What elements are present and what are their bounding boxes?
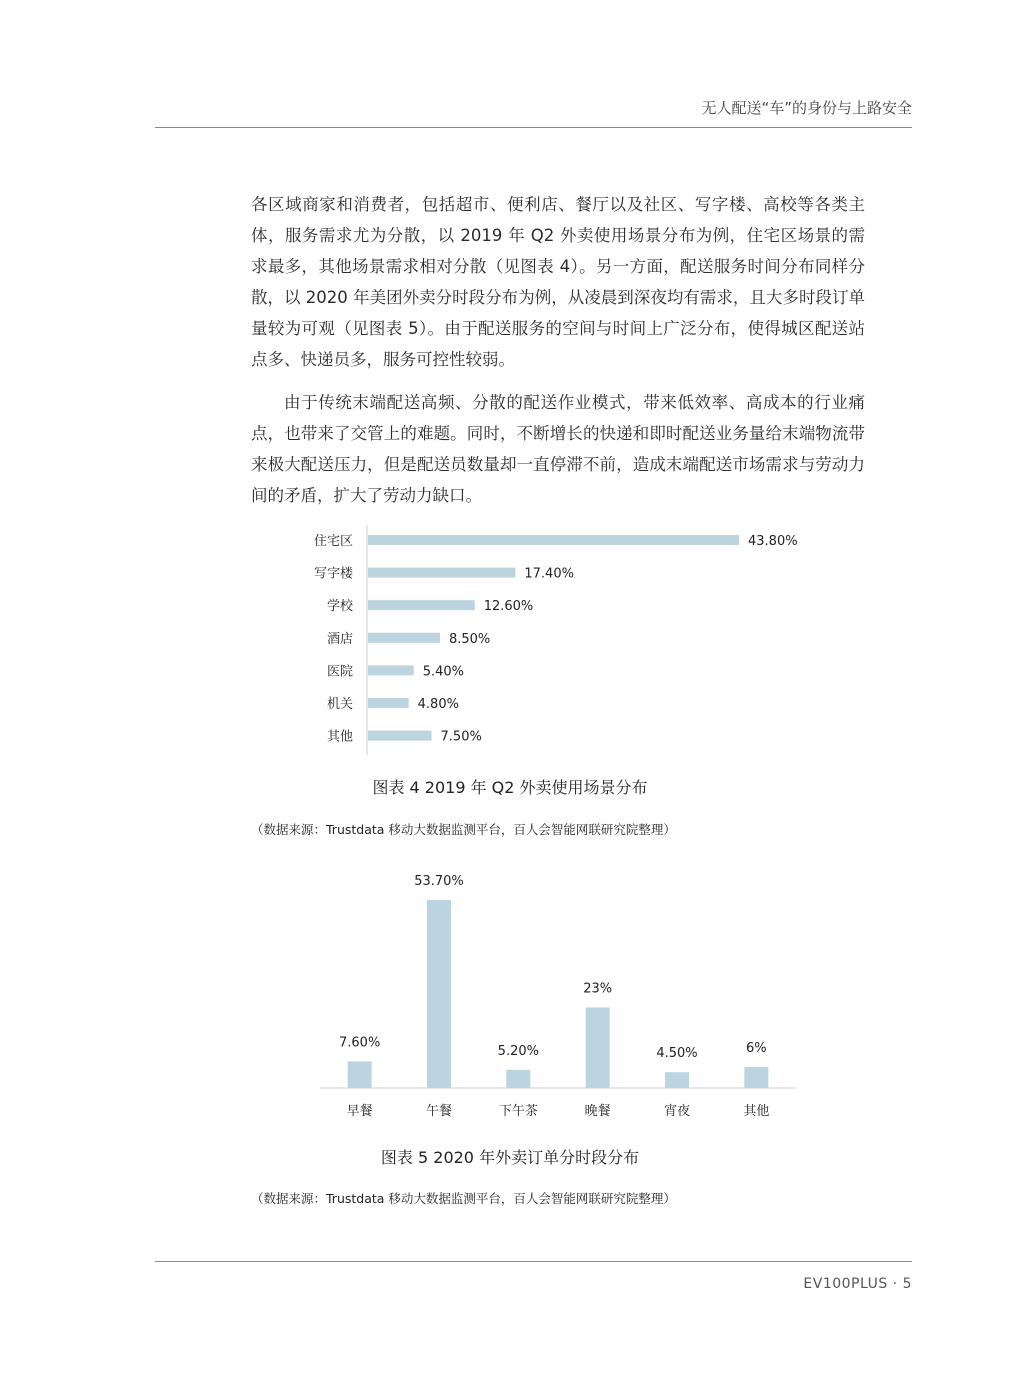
chart5-bar [427,900,451,1088]
chart5-category-label: 宵夜 [663,1104,691,1119]
chart4-category-label: 医院 [326,664,353,680]
chart5-data-label: 6% [746,1040,767,1056]
chart4-category-label: 写字楼 [313,566,353,582]
header-title: 无人配送“车”的身份与上路安全 [701,99,912,117]
chart5-category-label: 早餐 [346,1104,373,1119]
chart4-data-label: 43.80% [748,534,798,549]
chart4-data-label: 5.40% [422,664,465,680]
chart5-bar [665,1072,689,1088]
chart5-bar [348,1061,372,1088]
chart5-category-label: 其他 [743,1104,770,1119]
chart4-category-label: 学校 [326,599,353,615]
chart4-category-label: 机关 [326,697,353,712]
chart5-data-label: 23% [583,981,613,997]
chart4-category-label: 酒店 [326,631,353,647]
chart5-category-label: 午餐 [425,1104,453,1119]
chart4-data-label: 4.80% [417,697,459,712]
paragraph-2: 由于传统末端配送高频、分散的配送作业模式，带来低效率、高成本的行业痛点，也带来了交管上的难题。同时，不断增长的快递和即时配送业务量给末端物流带来极大配送压力，但是配送员数量却一直停滞不前，造成末端配送市场需求与劳动力间的矛盾，扩大了劳动力缺口。 [251,393,865,505]
chart5-caption: 图表 5 2020 年外卖订单分时段分布 [380,1148,640,1167]
chart5-source: （数据来源：Trustdata 移动大数据监测平台，百人会智能网联研究院整理） [251,1191,676,1206]
chart4-data-label: 12.60% [483,599,534,615]
footer-divider [155,1261,912,1262]
chart5-bar [744,1067,768,1088]
chart5-category-label: 下午茶 [498,1104,538,1119]
chart5-data-label: 4.50% [656,1046,698,1062]
paragraph-1: 各区域商家和消费者，包括超市、便利店、餐厅以及社区、写字楼、高校等各类主体，服务需求尤为分散，以 2019 年 Q2 外卖使用场景分布为例，住宅区场景的需求最多，其他场景需求相对分散（见图表 4）。另一方面，配送服务时间分布同样分散，以 2020 年美团外卖分时段分布为例，从凌晨到深夜均有需求，且大多时段订单量较为可观（见图表 5）。由于配送服务的空间与时间上广泛分布，使得城区配送站点多、快递员多，服务可控性较弱。 [251,195,865,369]
chart5-data-label: 5.20% [497,1043,539,1059]
chart5-data-label: 7.60% [339,1035,381,1051]
chart5-bar [586,1007,610,1088]
chart5-data-label: 53.70% [414,874,464,889]
chart4-category-label: 其他 [326,729,353,745]
chart4-data-label: 17.40% [524,566,574,582]
chart5-category-label: 晚餐 [584,1104,611,1119]
chart4-source: （数据来源：Trustdata 移动大数据监测平台，百人会智能网联研究院整理） [251,822,676,837]
chart4-category-label: 住宅区 [313,534,353,549]
chart5-bar [506,1070,530,1088]
chart4-caption: 图表 4 2019 年 Q2 外卖使用场景分布 [372,778,648,797]
chart4-data-label: 7.50% [440,729,482,745]
chart4-data-label: 8.50% [448,631,491,647]
footer-page-number: EV100PLUS · 5 [803,1276,912,1292]
